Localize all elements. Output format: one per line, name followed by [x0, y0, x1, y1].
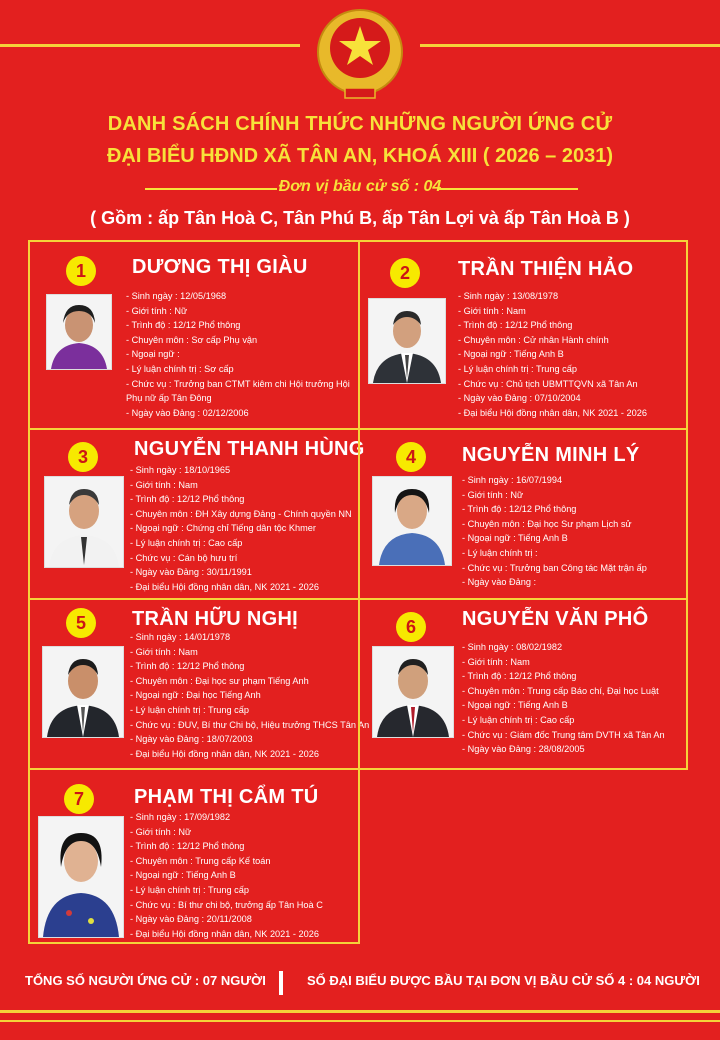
candidate-number: 6 — [396, 612, 426, 642]
detail-line: - Trình độ : 12/12 Phổ thông — [462, 504, 577, 515]
detail-line: - Đại biểu Hội đồng nhân dân, NK 2021 - 2026 — [130, 748, 319, 759]
elected-count: SỐ ĐẠI BIỂU ĐƯỢC BẦU TẠI ĐƠN VỊ BẦU CỬ SỐ 4 : 04 NGƯỜI — [307, 973, 700, 988]
detail-line: - Chuyên môn : Sơ cấp Phụ vận — [126, 334, 258, 345]
footer-separator — [279, 971, 283, 995]
detail-line: - Ngoại ngữ : Tiếng Anh B — [462, 533, 568, 544]
detail-line: - Lý luận chính trị : — [462, 547, 538, 558]
detail-line: - Sinh ngày : 13/08/1978 — [458, 291, 559, 301]
candidate-photo — [368, 298, 446, 384]
detail-line: - Đại biểu Hội đồng nhân dân, NK 2021 - 2026 — [130, 928, 319, 939]
candidate-details — [462, 640, 665, 757]
detail-line: - Ngày vào Đảng : 30/11/1991 — [130, 567, 252, 578]
candidate-card-7 — [28, 768, 360, 944]
candidate-number: 3 — [68, 442, 98, 472]
detail-line: - Ngoại ngữ : Tiếng Anh B — [458, 349, 564, 360]
detail-line: - Giới tính : Nữ — [462, 489, 524, 500]
detail-line: - Chức vụ : ĐUV, Bí thư Chi bộ, Hiệu trưởng THCS Tân An — [130, 719, 370, 730]
detail-line: - Chuyên môn : Cử nhân Hành chính — [458, 334, 609, 345]
detail-line: - Chức vụ : Giám đốc Trung tâm DVTH xã Tân An — [462, 729, 665, 740]
candidate-number: 5 — [66, 608, 96, 638]
candidate-name: TRẦN THIỆN HẢO — [458, 258, 634, 280]
bottom-divider-thin — [0, 1020, 720, 1022]
detail-line: - Giới tính : Nam — [462, 656, 530, 667]
candidate-details — [130, 463, 352, 594]
unit-row — [0, 178, 720, 198]
detail-line: - Chuyên môn : Trung cấp Báo chí, Đại học Luật — [462, 685, 659, 696]
detail-line: - Lý luận chính trị : Sơ cấp — [126, 363, 234, 374]
detail-line: - Giới tính : Nữ — [130, 826, 192, 837]
title-line-1: DANH SÁCH CHÍNH THỨC NHỮNG NGƯỜI ỨNG CỬ — [107, 113, 613, 135]
detail-line: - Trình độ : 12/12 Phổ thông — [458, 320, 573, 331]
detail-line: - Giới tính : Nữ — [126, 305, 188, 316]
detail-line: - Sinh ngày : 08/02/1982 — [462, 642, 563, 652]
detail-line: - Lý luận chính trị : Trung cấp — [130, 704, 249, 715]
candidate-number: 4 — [396, 442, 426, 472]
electoral-unit: Đơn vị bầu cử số : 04 — [278, 178, 442, 195]
candidate-photo — [46, 294, 112, 370]
detail-line: - Ngày vào Đảng : 02/12/2006 — [126, 407, 249, 418]
candidate-number: 2 — [390, 258, 420, 288]
candidate-photo — [372, 476, 452, 566]
detail-line: - Trình độ : 12/12 Phổ thông — [130, 494, 245, 505]
candidate-name: PHẠM THỊ CẨM TÚ — [134, 786, 319, 808]
detail-line: - Ngày vào Đảng : 28/08/2005 — [462, 744, 585, 755]
candidate-card-5 — [28, 598, 370, 770]
candidate-card-2 — [358, 240, 688, 430]
detail-line: - Chuyên môn : Trung cấp Kế toán — [130, 855, 271, 866]
detail-line: - Trình độ : 12/12 Phổ thông — [462, 671, 577, 682]
candidate-name: NGUYỄN MINH LÝ — [462, 444, 640, 466]
detail-line: - Trình độ : 12/12 Phổ thông — [130, 661, 245, 672]
candidate-card-3 — [28, 428, 365, 600]
footer-summary — [0, 971, 720, 995]
detail-line: - Trình độ : 12/12 Phổ thông — [130, 841, 245, 852]
detail-line: Phụ nữ ấp Tân Đông — [126, 393, 212, 404]
candidate-card-4 — [358, 428, 688, 600]
detail-line: - Chức vụ : Chủ tịch UBMTTQVN xã Tân An — [458, 378, 638, 389]
unit-areas: ( Gồm : ấp Tân Hoà C, Tân Phú B, ấp Tân Lợi và ấp Tân Hoà B ) — [90, 208, 630, 228]
candidate-details — [462, 473, 647, 590]
top-left-divider — [0, 44, 300, 47]
detail-line: - Lý luận chính trị : Trung cấp — [458, 363, 577, 374]
detail-line: - Ngày vào Đảng : — [462, 577, 537, 588]
candidate-number: 7 — [64, 784, 94, 814]
total-candidates: TỔNG SỐ NGƯỜI ỨNG CỬ : 07 NGƯỜI — [25, 973, 266, 988]
detail-line: - Sinh ngày : 14/01/1978 — [130, 632, 231, 642]
candidate-card-6 — [358, 598, 688, 770]
candidate-card-1 — [28, 240, 360, 430]
detail-line: - Chức vụ : Trưởng ban CTMT kiêm chi Hội trưởng Hội — [126, 378, 350, 389]
detail-line: - Đại biểu Hội đồng nhân dân, NK 2021 - 2026 — [130, 581, 319, 592]
detail-line: - Chức vụ : Trưởng ban Công tác Mặt trận ấp — [462, 562, 647, 573]
candidate-name: TRẦN HỮU NGHỊ — [132, 608, 299, 630]
candidate-name: DƯƠNG THỊ GIÀU — [132, 256, 308, 278]
candidate-details — [458, 289, 647, 420]
detail-line: - Chức vụ : Cán bộ hưu trí — [130, 552, 238, 563]
detail-line: - Trình độ : 12/12 Phổ thông — [126, 320, 241, 331]
detail-line: - Sinh ngày : 16/07/1994 — [462, 475, 563, 485]
candidate-grid — [28, 240, 688, 944]
detail-line: - Sinh ngày : 17/09/1982 — [130, 812, 231, 822]
candidate-number: 1 — [66, 256, 96, 286]
candidate-name: NGUYỄN THANH HÙNG — [134, 438, 365, 460]
detail-line: - Chuyên môn : Đại học Sư phạm Lịch sử — [462, 518, 632, 529]
detail-line: - Lý luận chính trị : Cao cấp — [462, 714, 575, 725]
candidate-photo — [38, 816, 124, 938]
detail-line: - Ngày vào Đảng : 18/07/2003 — [130, 734, 253, 745]
detail-line: - Sinh ngày : 12/05/1968 — [126, 291, 227, 301]
national-emblem — [305, 6, 415, 106]
detail-line: - Ngoại ngữ : — [126, 349, 180, 360]
bottom-divider — [0, 1010, 720, 1013]
detail-line: - Ngày vào Đảng : 20/11/2008 — [130, 914, 252, 925]
candidate-photo — [42, 646, 124, 738]
detail-line: - Lý luận chính trị : Cao cấp — [130, 537, 243, 548]
detail-line: - Ngoại ngữ : Chứng chỉ Tiếng dân tộc Khmer — [130, 523, 316, 534]
detail-line: - Lý luận chính trị : Trung cấp — [130, 884, 249, 895]
detail-line: - Giới tính : Nam — [130, 646, 198, 657]
candidate-details — [130, 810, 323, 941]
detail-line: - Ngoại ngữ : Tiếng Anh B — [462, 700, 568, 711]
detail-line: - Ngoại ngữ : Tiếng Anh B — [130, 870, 236, 881]
title-line-2: ĐẠI BIỂU HĐND XÃ TÂN AN, KHOÁ XIII ( 2026 – 2031) — [106, 145, 614, 167]
detail-line: - Chuyên môn : ĐH Xây dựng Đảng - Chính quyền NN — [130, 508, 352, 519]
candidate-photo — [372, 646, 454, 738]
candidate-details — [130, 630, 369, 761]
detail-line: - Giới tính : Nam — [458, 305, 526, 316]
detail-line: - Giới tính : Nam — [130, 479, 198, 490]
detail-line: - Đại biểu Hội đồng nhân dân, NK 2021 - 2026 — [458, 407, 647, 418]
detail-line: - Ngày vào Đảng : 07/10/2004 — [458, 393, 581, 404]
detail-line: - Ngoại ngữ : Đại học Tiếng Anh — [130, 690, 261, 701]
candidate-details — [126, 289, 350, 420]
candidate-photo — [44, 476, 124, 568]
detail-line: - Sinh ngày : 18/10/1965 — [130, 465, 231, 475]
detail-line: - Chuyên môn : Đại học sư phạm Tiếng Anh — [130, 675, 309, 686]
top-right-divider — [420, 44, 720, 47]
detail-line: - Chức vụ : Bí thư chi bộ, trưởng ấp Tân Hoà C — [130, 899, 323, 910]
candidate-name: NGUYỄN VĂN PHÔ — [462, 608, 649, 630]
